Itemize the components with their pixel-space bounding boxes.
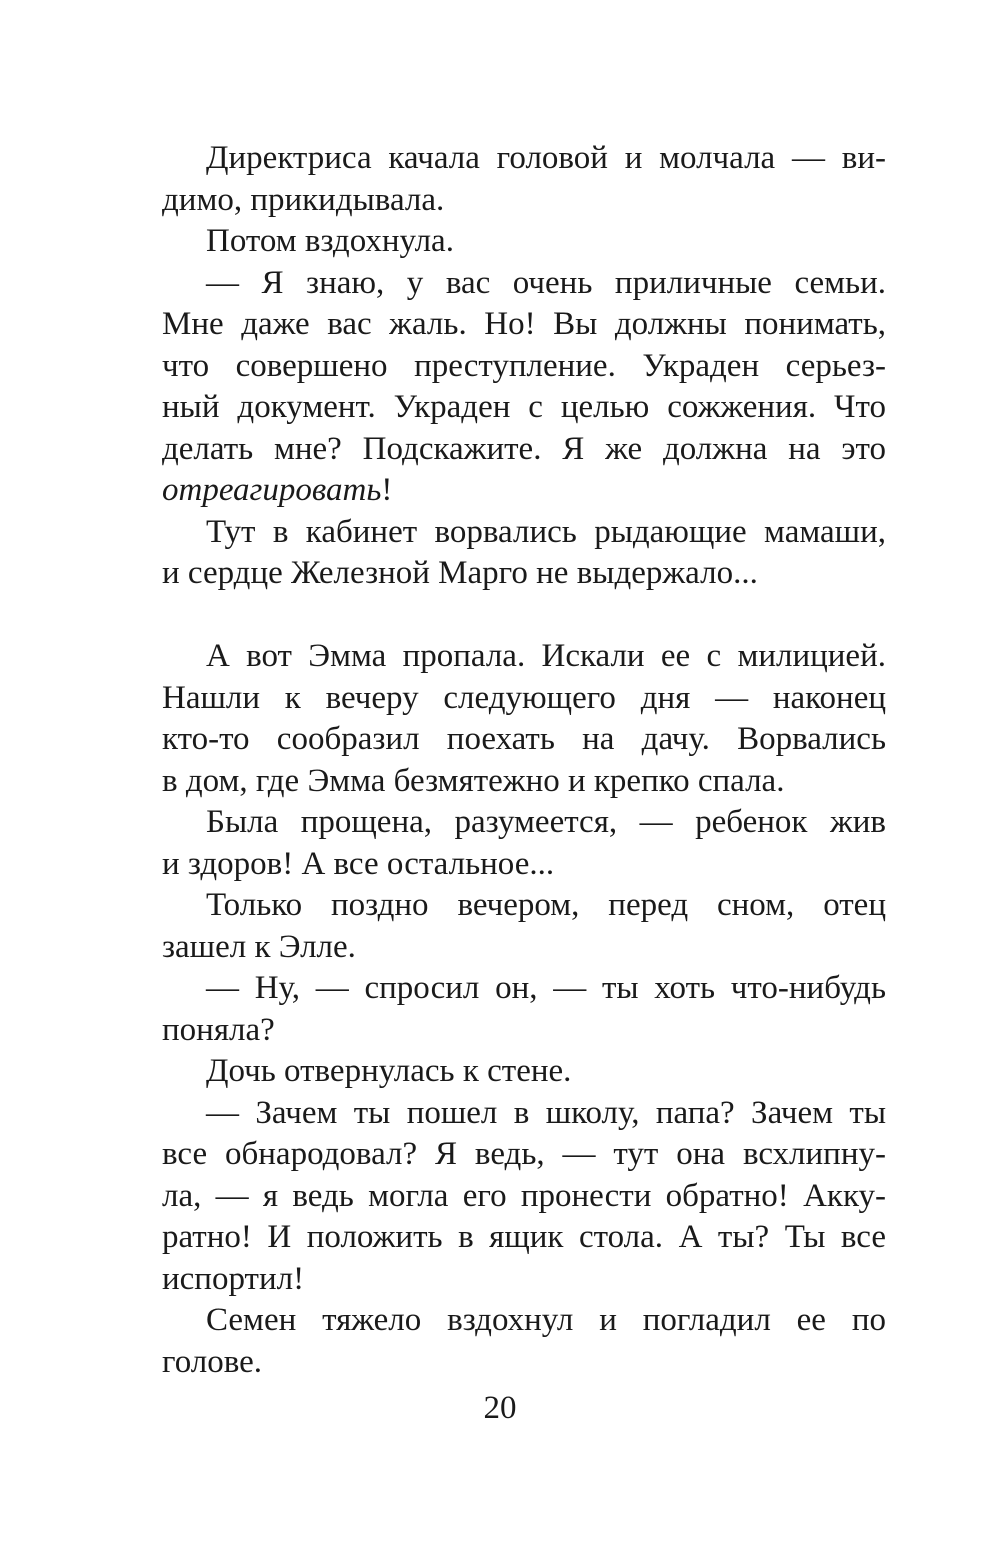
text-line: делать мне? Подскажите. Я же должна на это	[162, 430, 886, 467]
text-line: поняла?	[162, 1011, 275, 1048]
paragraph	[162, 885, 886, 968]
paragraph	[162, 1300, 886, 1383]
text-line: Потом вздохнула.	[206, 223, 454, 259]
section-break	[162, 595, 886, 637]
text-line: ратно! И положить в ящик стола. А ты? Ты все	[162, 1219, 886, 1255]
text-line: — Ну, — спросил он, — ты хоть что-нибудь	[206, 970, 886, 1006]
paragraph	[162, 263, 886, 512]
page-body-text	[162, 138, 886, 1383]
paragraph	[162, 1093, 886, 1301]
italic-word: отреагировать	[162, 472, 382, 508]
text-line: ный документ. Украден с целью сожжения. Что	[162, 389, 886, 425]
text-line: Мне даже вас жаль. Но! Вы должны понимать,	[162, 306, 886, 342]
text-line: димо, прикидывала.	[162, 181, 445, 218]
text-line: в дом, где Эмма безмятежно и крепко спала.	[162, 762, 785, 799]
page-number: 20	[483, 1390, 517, 1426]
paragraph	[162, 138, 886, 221]
paragraph	[162, 1051, 886, 1093]
text-line: и сердце Железной Марго не выдержало...	[162, 555, 758, 591]
text-line: ла, — я ведь могла его пронести обратно! Акку-	[162, 1177, 886, 1214]
paragraph	[162, 636, 886, 802]
text-line: — Я знаю, у вас очень приличные семьи.	[206, 264, 886, 301]
paragraph	[162, 802, 886, 885]
text-line: Дочь отвернулась к стене.	[206, 1053, 572, 1089]
paragraph	[162, 512, 886, 595]
text-line: Только поздно вечером, перед сном, отец	[206, 887, 886, 923]
paragraph	[162, 968, 886, 1051]
text-line	[162, 470, 886, 512]
text-line: все обнародовал? Я ведь, — тут она всхлипну-	[162, 1136, 886, 1172]
text-line: Нашли к вечеру следующего дня — наконец	[162, 679, 886, 716]
text-line: голове.	[162, 1343, 263, 1380]
punctuation: !	[381, 472, 393, 508]
text-line: кто-то сообразил поехать на дачу. Ворвались	[162, 721, 886, 757]
text-line: испортил!	[162, 1260, 305, 1297]
text-line: и здоров! А все остальное...	[162, 845, 555, 882]
text-line: Была прощена, разумеется, — ребенок жив	[206, 804, 886, 840]
text-line: — Зачем ты пошел в школу, папа? Зачем ты	[206, 1094, 886, 1131]
text-line: Директриса качала головой и молчала — ви-	[206, 140, 886, 176]
paragraph	[162, 221, 886, 263]
text-line: Семен тяжело вздохнул и погладил ее по	[206, 1302, 886, 1338]
text-line: что совершено преступление. Украден серьез-	[162, 347, 886, 384]
text-line: А вот Эмма пропала. Искали ее с милицией.	[206, 638, 886, 674]
text-line: зашел к Элле.	[162, 928, 356, 965]
text-line: Тут в кабинет ворвались рыдающие мамаши,	[206, 513, 886, 550]
